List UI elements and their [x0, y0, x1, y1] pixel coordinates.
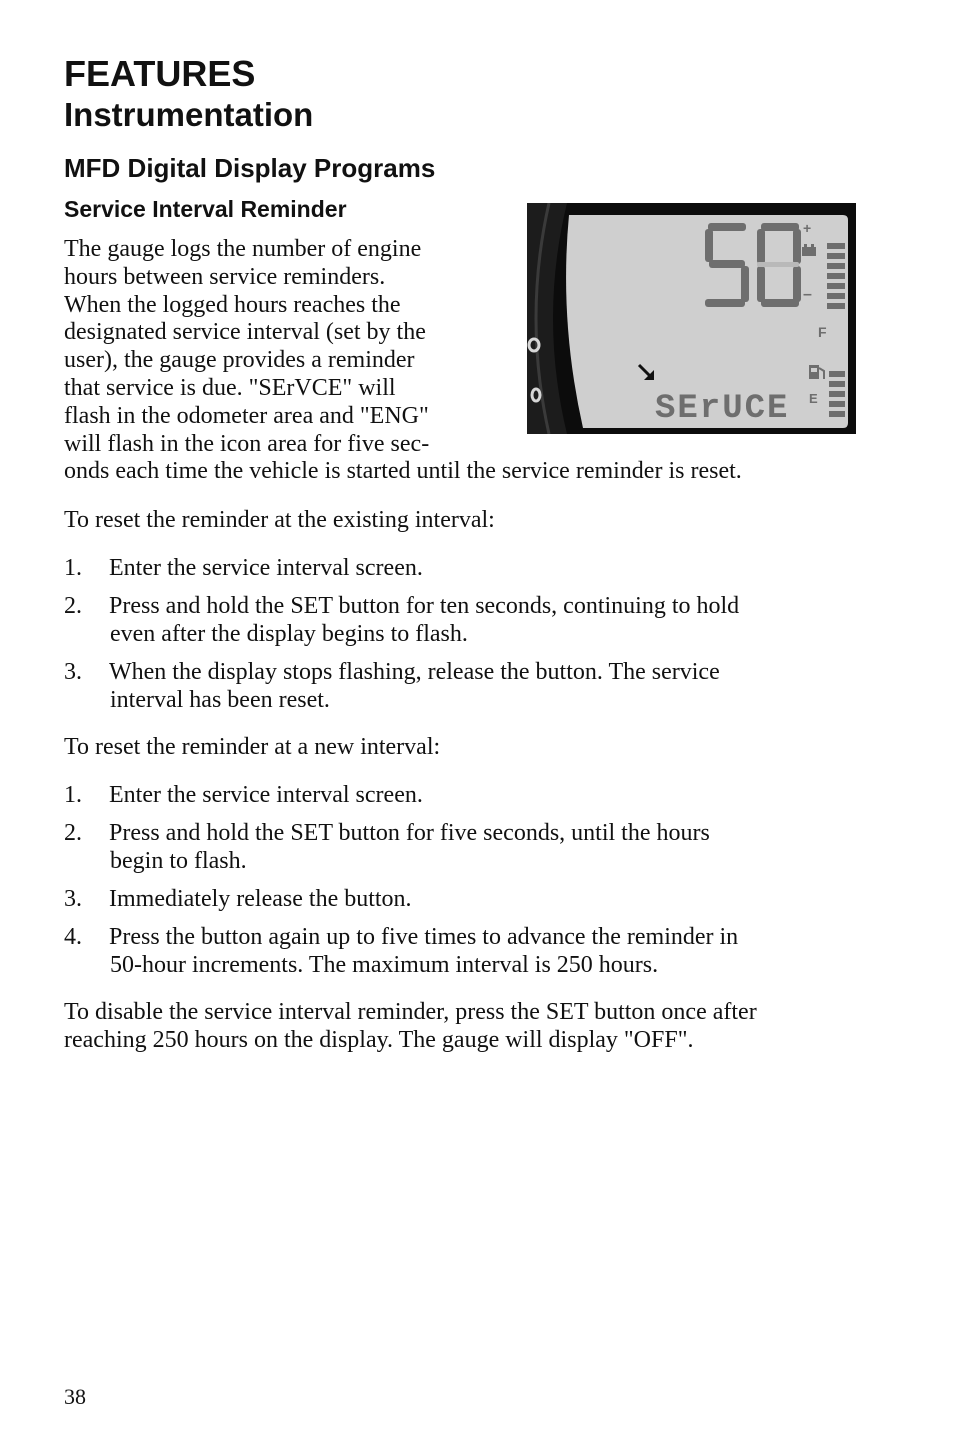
intro-line: flash in the odometer area and "ENG"	[64, 402, 429, 429]
page-number: 38	[64, 1384, 86, 1409]
step-number: 1.	[64, 782, 82, 808]
fuel-empty-label: E	[809, 391, 818, 406]
step-number: 3.	[64, 659, 82, 685]
intro-paragraph	[64, 236, 864, 486]
intro-line: When the logged hours reaches the	[64, 291, 401, 318]
step-text: Press the button again up to five times to advance the reminder in	[109, 924, 739, 950]
topic-subheading: Service Interval Reminder	[64, 196, 347, 222]
step-number: 2.	[64, 820, 82, 846]
intro-line: will flash in the icon area for five sec-	[64, 430, 430, 457]
step-text: Press and hold the SET button for five seconds, until the hours	[109, 820, 710, 846]
odometer-readout: SErUCE	[655, 390, 790, 428]
intro-line: user), the gauge provides a reminder	[64, 347, 415, 374]
step-text: When the display stops flashing, release the button. The service	[109, 659, 720, 685]
disable-paragraph-line: reaching 250 hours on the display. The gauge will display "OFF".	[64, 1027, 694, 1053]
step-text: Immediately release the button.	[109, 886, 412, 912]
step-number: 1.	[64, 555, 82, 581]
fuel-full-label: F	[818, 324, 827, 340]
plus-sign: +	[803, 220, 812, 236]
intro-line: hours between service reminders.	[64, 263, 386, 290]
intro-line: that service is due. "SErVCE" will	[64, 374, 396, 401]
step-text-continued: begin to flash.	[110, 848, 247, 874]
reset-existing-intro: To reset the reminder at the existing interval:	[64, 507, 495, 533]
topic-heading: MFD Digital Display Programs	[64, 153, 436, 183]
subsection-title: Instrumentation	[64, 96, 314, 133]
step-text: Press and hold the SET button for ten seconds, continuing to hold	[109, 593, 740, 619]
step-text-continued: interval has been reset.	[110, 687, 330, 713]
step-text: Enter the service interval screen.	[109, 782, 423, 808]
intro-line: onds each time the vehicle is started until the service reminder is reset.	[64, 458, 742, 485]
intro-line: The gauge logs the number of engine	[64, 236, 422, 262]
disable-paragraph-line: To disable the service interval reminder, press the SET button once after	[64, 999, 757, 1025]
step-number: 4.	[64, 924, 82, 950]
step-text-continued: 50-hour increments. The maximum interval is 250 hours.	[110, 952, 659, 978]
step-text-continued: even after the display begins to flash.	[110, 621, 468, 647]
step-number: 2.	[64, 593, 82, 619]
section-title: FEATURES	[64, 53, 256, 94]
step-text: Enter the service interval screen.	[109, 555, 423, 581]
minus-sign: –	[803, 286, 812, 303]
step-number: 3.	[64, 886, 82, 912]
intro-line: designated service interval (set by the	[64, 319, 426, 346]
reset-new-intro: To reset the reminder at a new interval:	[64, 734, 441, 760]
